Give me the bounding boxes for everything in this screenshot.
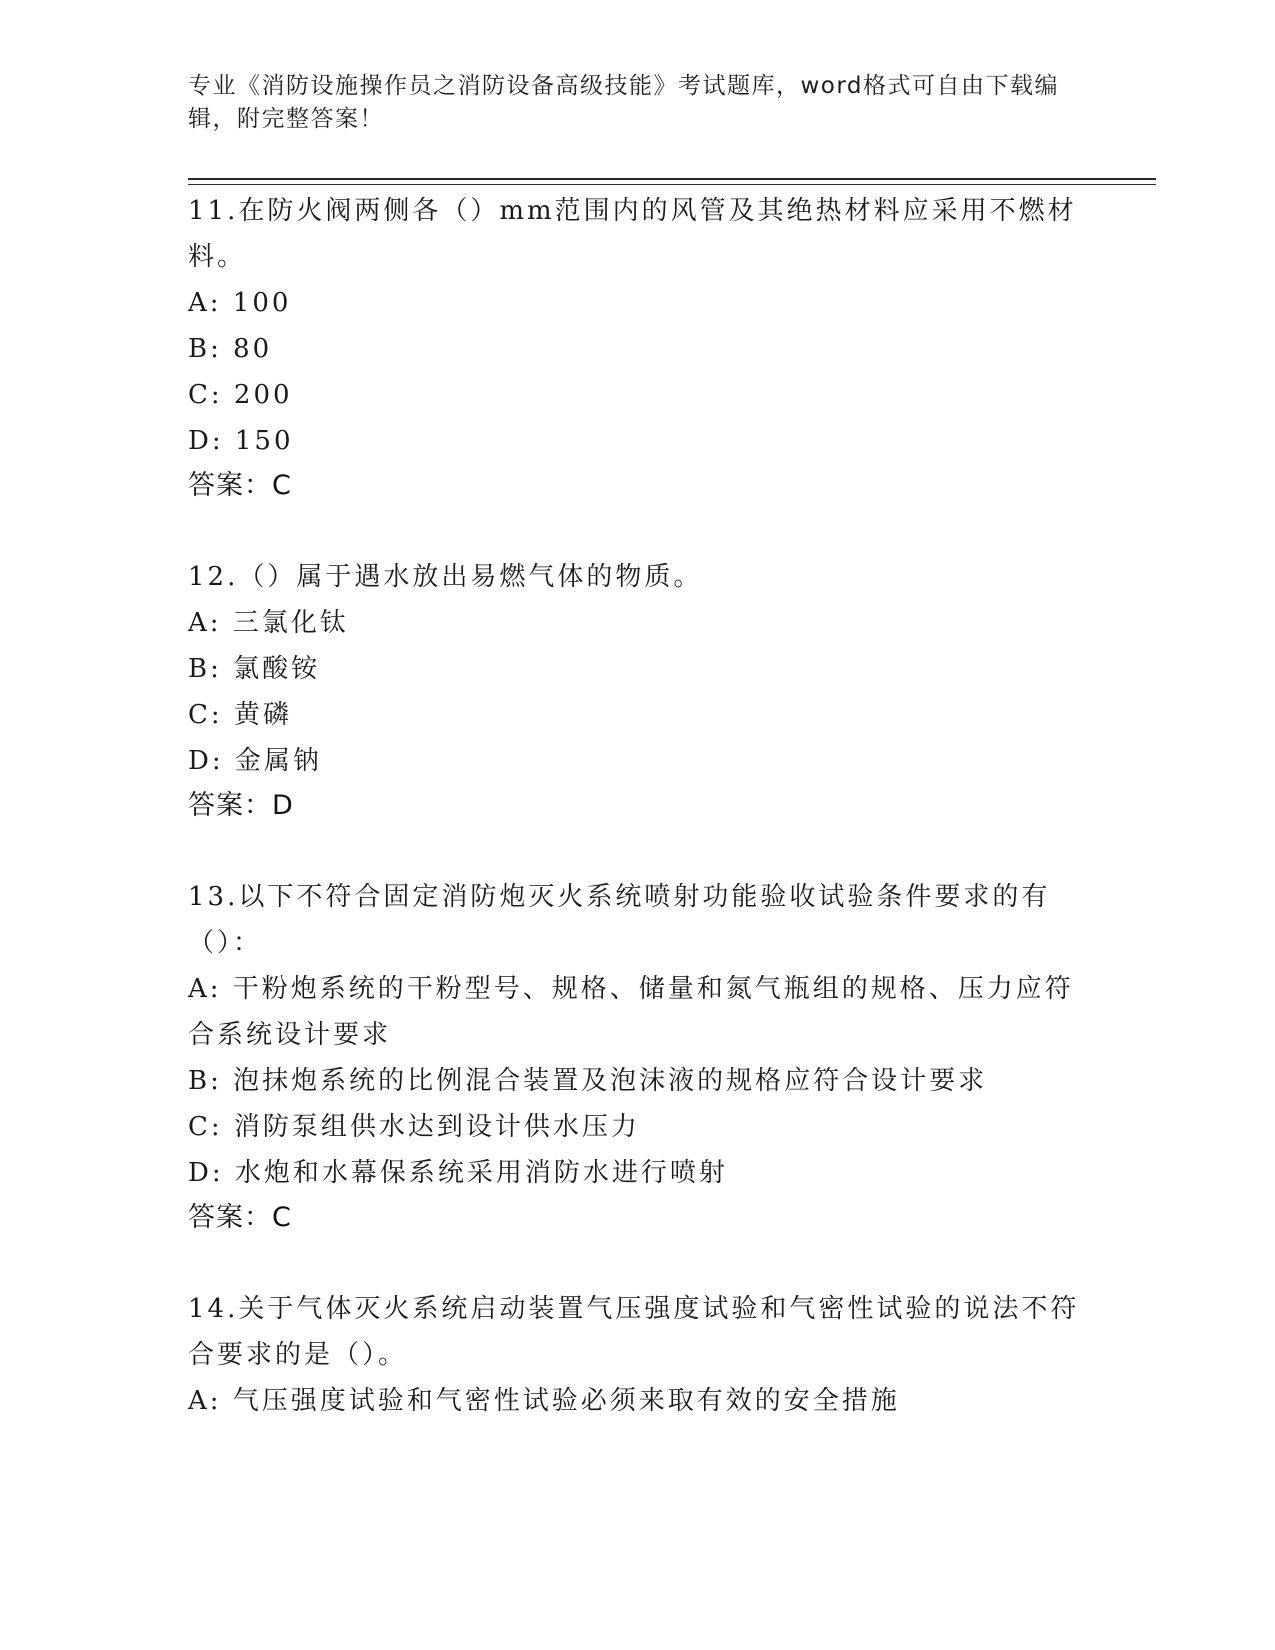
option-c: C: 200 [188, 380, 293, 410]
option-a: A: 气压强度试验和气密性试验必须来取有效的安全措施 [188, 1386, 900, 1416]
answer-line: 答案：C [188, 470, 292, 501]
answer-line: 答案：D [188, 790, 294, 821]
option-a: A: 三氯化钛 [188, 608, 349, 638]
option-b: B: 泡抹炮系统的比例混合装置及泡沫液的规格应符合设计要求 [188, 1066, 988, 1096]
option-a: A: 干粉炮系统的干粉型号、规格、储量和氮气瓶组的规格、压力应符合系统设计要求 [188, 974, 1074, 1050]
option-c: C: 黄磷 [188, 700, 292, 730]
question-12 [188, 554, 1088, 828]
option-b: B: 80 [188, 334, 273, 364]
question-list [188, 188, 1088, 1424]
question-11 [188, 188, 1088, 508]
document-header: 专业《消防设施操作员之消防设备高级技能》考试题库，word格式可自由下载编辑，附完整答案！ [188, 73, 1060, 132]
option-b: B: 氯酸铵 [188, 654, 321, 684]
question-14 [188, 1286, 1088, 1424]
question-stem: 12.（）属于遇水放出易燃气体的物质。 [188, 562, 703, 592]
question-stem: 13.以下不符合固定消防炮灭火系统喷射功能验收试验条件要求的有（）： [188, 882, 1051, 958]
question-spacer [188, 828, 1088, 874]
option-c: C: 消防泵组供水达到设计供水压力 [188, 1112, 640, 1142]
option-d: D: 150 [188, 426, 294, 456]
header-rule-thick [188, 178, 1156, 180]
question-spacer [188, 508, 1088, 554]
option-a: A: 100 [188, 288, 292, 318]
option-d: D: 金属钠 [188, 746, 322, 776]
question-spacer [188, 1240, 1088, 1286]
answer-line: 答案：C [188, 1202, 292, 1233]
option-d: D: 水炮和水幕保系统采用消防水进行喷射 [188, 1158, 728, 1188]
header-rule-thin [188, 184, 1156, 185]
question-13 [188, 874, 1088, 1240]
question-stem: 11.在防火阀两侧各（）mm范围内的风管及其绝热材料应采用不燃材料。 [188, 196, 1077, 272]
question-stem: 14.关于气体灭火系统启动装置气压强度试验和气密性试验的说法不符合要求的是（）。 [188, 1294, 1080, 1370]
